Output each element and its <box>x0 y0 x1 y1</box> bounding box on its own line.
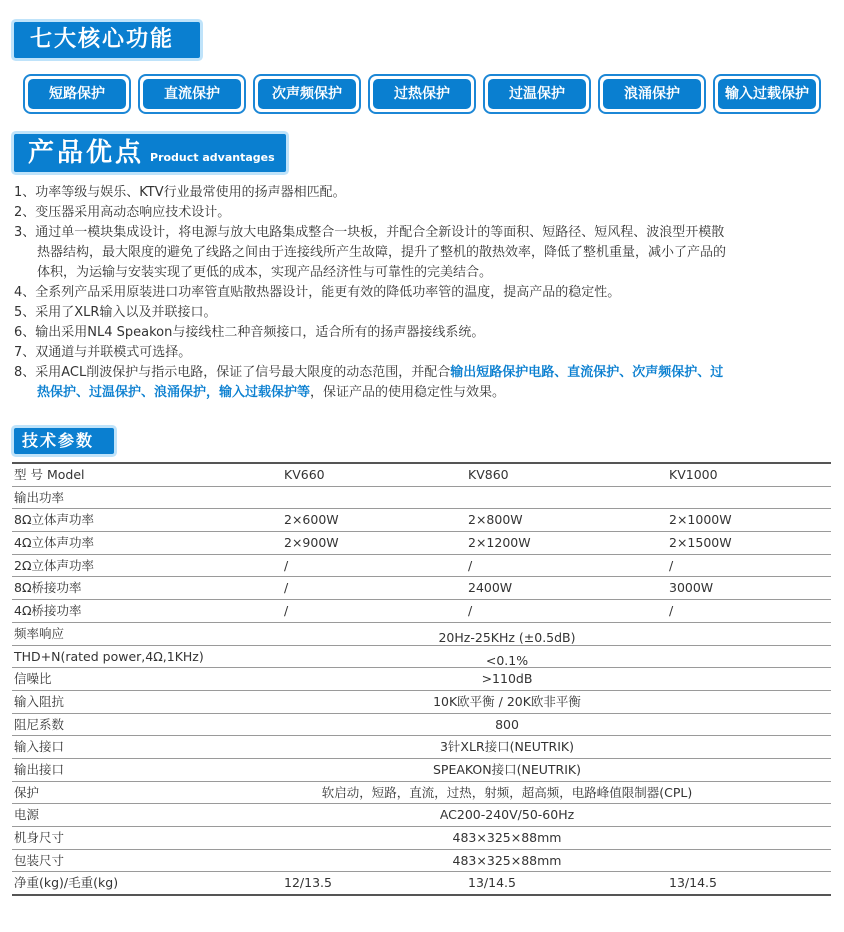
value-all-models: 3针XLR接口(NEUTRIK) <box>439 739 575 755</box>
feature-badge <box>23 74 131 114</box>
row-label: 4Ω桥接功率 <box>14 603 82 619</box>
row-label: 输入接口 <box>14 739 65 755</box>
value-all-models: 483×325×88mm <box>452 830 562 845</box>
value-kv860: / <box>468 557 473 573</box>
table-row <box>12 850 831 873</box>
row-label: 机身尺寸 <box>14 830 65 845</box>
value-kv860: 2400W <box>468 580 513 596</box>
value-kv660: 2×900W <box>284 535 339 551</box>
table-row <box>12 555 831 578</box>
advantages-subtitle: Product advantages <box>150 151 275 164</box>
row-label: 保护 <box>14 784 40 800</box>
value-kv1000: / <box>669 603 674 619</box>
advantage-text: ，保证产品的使用稳定性与效果。 <box>310 385 506 400</box>
specs-section-title <box>14 428 114 454</box>
row-label: 输出接口 <box>14 761 65 777</box>
value-kv660: 2×600W <box>284 512 339 528</box>
advantage-item: 2、变压器采用高动态响应技术设计。 <box>14 205 231 220</box>
value-kv660: / <box>284 603 289 619</box>
value-all-models: >110dB <box>481 671 533 687</box>
advantage-item: 5、采用了XLR输入以及并联接口。 <box>14 305 217 320</box>
feature-badge <box>598 74 706 114</box>
advantage-item: 6、输出采用NL4 Speakon与接线柱二种音频接口，适合所有的扬声器接线系统。 <box>14 325 485 340</box>
value-all-models: 10K欧平衡 / 20K欧非平衡 <box>433 693 581 709</box>
table-row <box>12 714 831 737</box>
advantage-text: 8、采用ACL削波保护与指示电路，保证了信号最大限度的动态范围，并配合 <box>14 365 451 380</box>
table-row <box>12 532 831 555</box>
header-label: 型 号 Model <box>14 467 85 482</box>
row-label: 2Ω立体声功率 <box>14 557 95 573</box>
table-row <box>12 509 831 532</box>
table-row <box>12 487 831 510</box>
value-all-models: 20Hz-25KHz (±0.5dB) <box>438 629 576 645</box>
features-section-title <box>14 22 200 58</box>
advantage-item-cont <box>14 383 814 403</box>
advantage-item: 3、通过单一模块集成设计，将电源与放大电路集成整合一块板，并配合全新设计的等面积、短路径、短风程、波浪型开模散 <box>14 225 725 240</box>
feature-badge <box>713 74 821 114</box>
value-all-models: 483×325×88mm <box>452 852 562 868</box>
advantages-section-title <box>14 134 286 172</box>
feature-label: 输入过载保护 <box>718 79 816 109</box>
advantage-item <box>14 363 814 383</box>
table-row <box>12 646 831 669</box>
row-label: 信噪比 <box>14 671 52 687</box>
row-label: 输出功率 <box>14 489 65 505</box>
feature-badges <box>23 74 815 116</box>
value-kv660: / <box>284 557 289 573</box>
model-kv660: KV660 <box>284 467 325 482</box>
row-label: 4Ω立体声功率 <box>14 535 95 551</box>
value-kv860: 13/14.5 <box>468 875 516 891</box>
advantage-item-cont: 体积，为运输与安装实现了更低的成本，实现产品经济性与可靠性的完美结合。 <box>37 265 493 280</box>
table-row <box>12 668 831 691</box>
advantage-item-cont: 热器结构，最大限度的避免了线路之间由于连接线所产生故障，提升了整机的散热效率，降低了整机重量，减小了产品的 <box>37 245 727 260</box>
value-all-models: AC200-240V/50-60Hz <box>439 807 575 823</box>
table-row <box>12 759 831 782</box>
feature-label: 短路保护 <box>28 79 126 109</box>
row-label: 包装尺寸 <box>14 852 65 868</box>
features-title-text: 七大核心功能 <box>30 27 175 52</box>
value-all-models: <0.1% <box>485 652 529 668</box>
value-all-models: 软启动，短路，直流，过热，射频，超高频，电路峰值限制器(CPL) <box>321 784 693 800</box>
feature-badge <box>138 74 246 114</box>
table-row <box>12 691 831 714</box>
row-label: 净重(kg)/毛重(kg) <box>14 875 119 891</box>
feature-label: 过温保护 <box>488 79 586 109</box>
advantages-list <box>14 183 814 403</box>
table-row <box>12 577 831 600</box>
model-kv1000: KV1000 <box>669 467 718 482</box>
row-label: THD+N(rated power,4Ω,1KHz) <box>14 648 204 664</box>
specs-table <box>12 462 831 896</box>
advantage-item: 7、双通道与并联模式可选择。 <box>14 345 192 360</box>
table-row <box>12 782 831 805</box>
advantage-item: 1、功率等级与娱乐、KTV行业最常使用的扬声器相匹配。 <box>14 185 346 200</box>
feature-badge <box>483 74 591 114</box>
value-kv1000: 2×1500W <box>669 535 732 551</box>
row-label: 输入阻抗 <box>14 693 65 709</box>
value-kv860: 2×1200W <box>468 535 531 551</box>
advantages-title-text: 产品优点 <box>28 138 145 168</box>
table-row <box>12 623 831 646</box>
value-kv1000: / <box>669 557 674 573</box>
table-row <box>12 600 831 623</box>
value-kv660: / <box>284 580 289 596</box>
value-kv860: 2×800W <box>468 512 523 528</box>
row-label: 8Ω立体声功率 <box>14 512 95 528</box>
row-label: 电源 <box>14 807 40 823</box>
value-all-models: SPEAKON接口(NEUTRIK) <box>433 761 581 777</box>
row-label: 阻尼系数 <box>14 716 65 732</box>
value-kv1000: 2×1000W <box>669 512 732 528</box>
advantage-highlight: 输出短路保护电路、直流保护、次声频保护、过 <box>450 365 724 380</box>
feature-badge <box>253 74 361 114</box>
advantage-highlight: 热保护、过温保护、浪涌保护，输入过载保护等 <box>37 385 311 400</box>
value-kv1000: 13/14.5 <box>669 875 717 891</box>
advantage-item: 4、全系列产品采用原装进口功率管直贴散热器设计，能更有效的降低功率管的温度，提高产品的稳定性。 <box>14 285 621 300</box>
feature-label: 浪涌保护 <box>603 79 701 109</box>
value-kv1000: 3000W <box>669 580 714 596</box>
table-row <box>12 827 831 850</box>
feature-label: 直流保护 <box>143 79 241 109</box>
advantages-title <box>14 134 286 177</box>
value-all-models: 800 <box>495 716 519 732</box>
specs-header-row <box>12 462 831 487</box>
value-kv860: / <box>468 603 473 619</box>
table-row <box>12 872 831 896</box>
table-row <box>12 736 831 759</box>
table-row <box>12 804 831 827</box>
specs-title-text: 技术参数 <box>22 431 95 450</box>
feature-badge <box>368 74 476 114</box>
feature-label: 次声频保护 <box>258 79 356 109</box>
feature-label: 过热保护 <box>373 79 471 109</box>
row-label: 频率响应 <box>14 625 65 641</box>
row-label: 8Ω桥接功率 <box>14 580 82 596</box>
model-kv860: KV860 <box>468 467 509 482</box>
value-kv660: 12/13.5 <box>284 875 332 891</box>
